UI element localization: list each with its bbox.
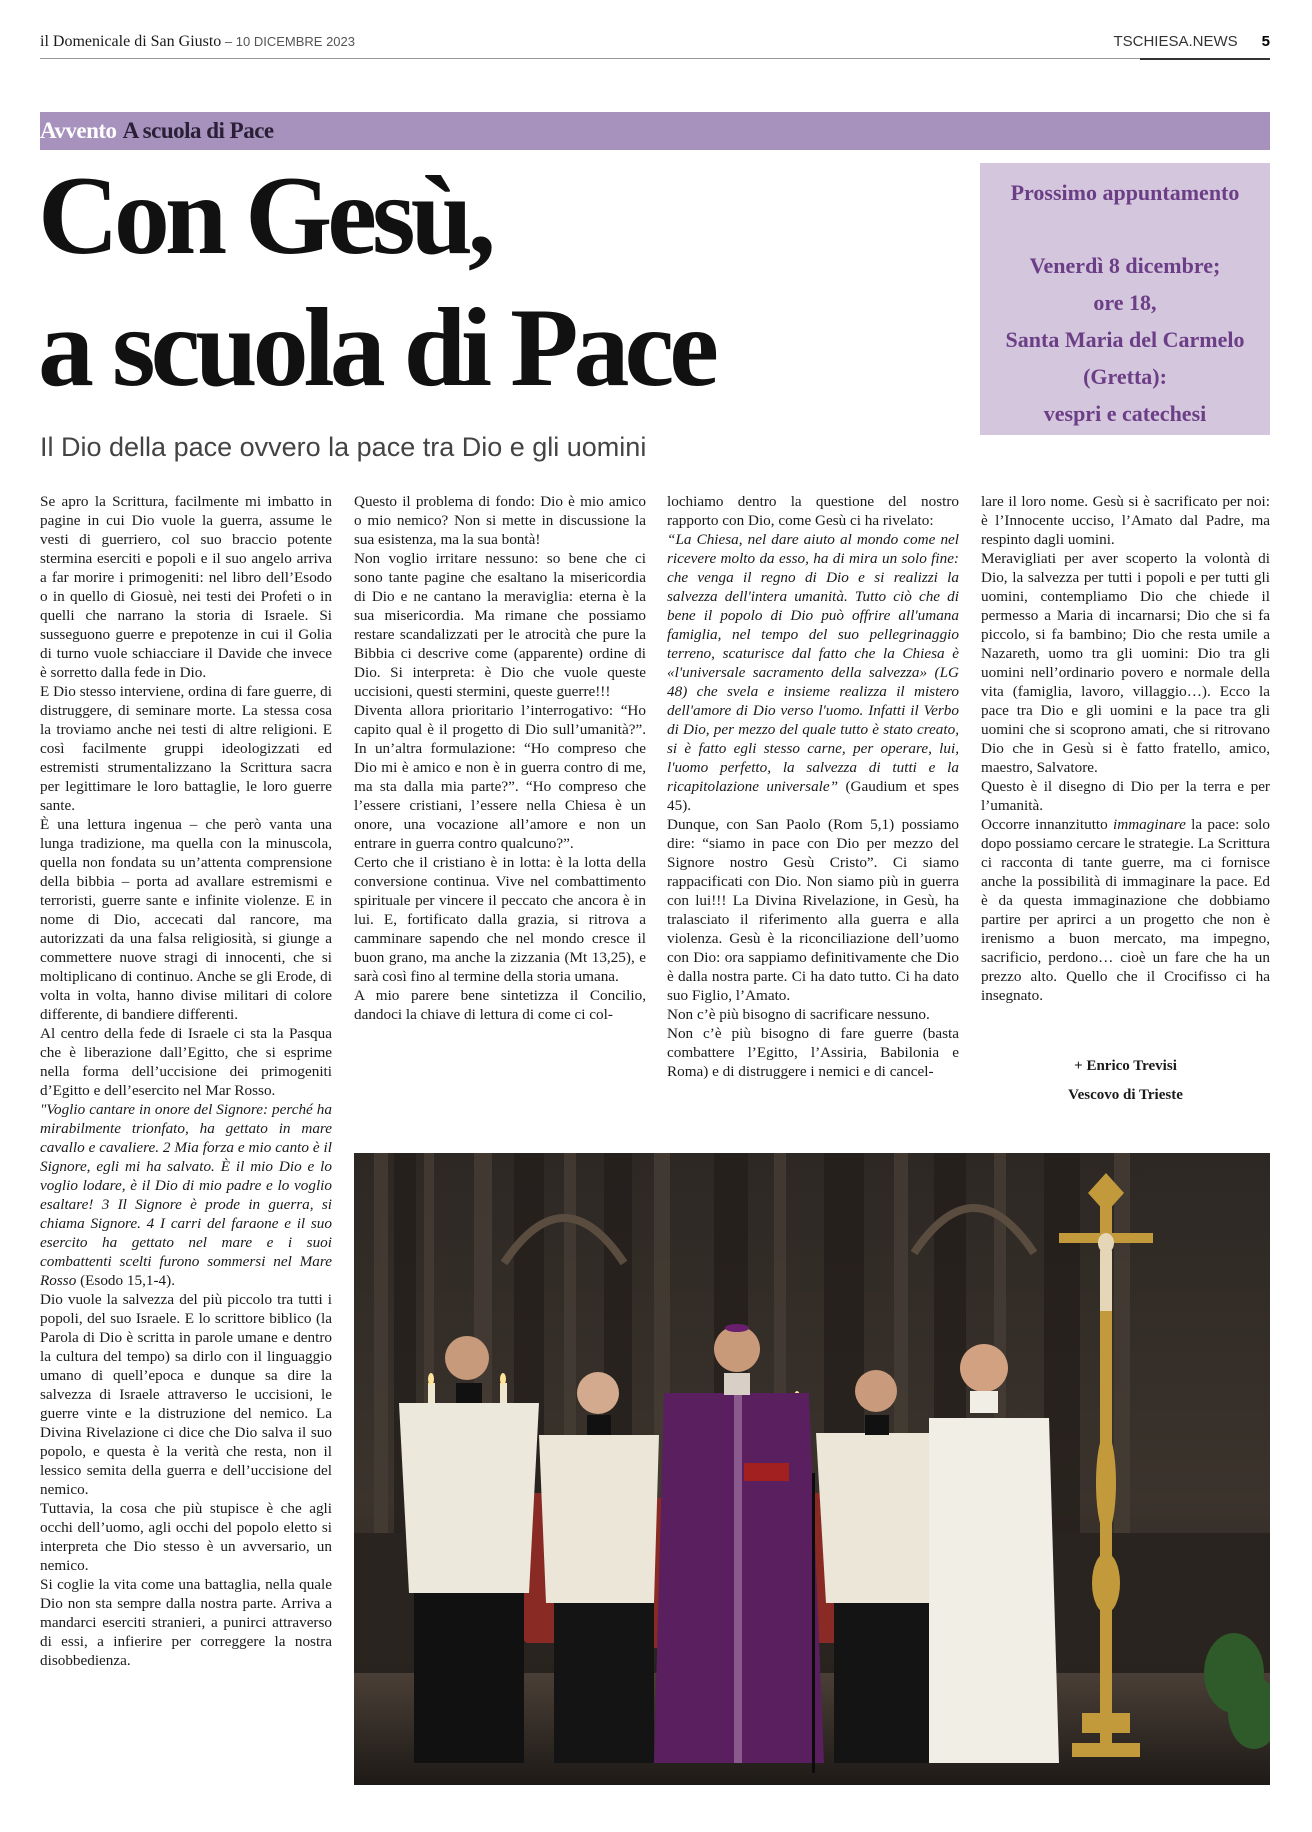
paragraph: E Dio stesso interviene, ordina di fare guerre, di distruggere, di seminare morte. La stessa cosa la troviamo anche nei testi di altre religioni. E così facilmente gruppi ideologizzati ed estremisti strumentalizzano la Scrittura sacra per legittimare le loro battaglie, le loro guerre sante. xyxy=(40,683,332,814)
paragraph: Si coglie la vita come una battaglia, nella quale Dio non sta sempre dalla nostra parte. Arriva a mandarci eserciti stranieri, a punirci attraverso di essi, a infierire per correggere la nostra disobbedienza. xyxy=(40,1576,332,1669)
article-column-3 xyxy=(667,492,959,1081)
paragraph: Questo il problema di fondo: Dio è mio amico o mio nemico? Non si mette in discussione la sua esistenza, ma la sua bontà! xyxy=(354,493,646,548)
running-header xyxy=(40,30,1270,60)
paragraph: Non c’è più bisogno di fare guerre (basta combattere l’Egitto, l’Assiria, Babilonia e Roma) e di distruggere i nemici e di cancel- xyxy=(667,1025,959,1080)
paragraph: Se apro la Scrittura, facilmente mi imbatto in pagine in cui Dio vuole la guerra, assume le vesti di guerriero, col suo braccio potente stermina eserciti e popoli e il suo angelo arriva a far morire i primogeniti: nel libro dell’Esodo o in quello di Giosuè, nei testi dei Profeti o in quelli che narrano la storia di Israele. Si susseguono guerre e prepotenze in cui il Golia di turno vuole schiacciare il Davide che invece è sorretto dalla fede in Dio. xyxy=(40,493,332,681)
text-run: la pace: solo dopo possiamo cercare le strategie. La Scrittura ci racconta di tante guerre, ma ci fornisce anche la possibilità di immaginare la pace. Ed è da questa immaginazione che dobbiamo partire per aprirci a un progetto che non è irenismo a buon mercato, ma impegno, sacrificio, perdono… cioè un fare che ha un prezzo alto. Quello che il Crocifisso ci ha insegnato. xyxy=(981,816,1270,1004)
site-name: TSCHIESA.NEWS xyxy=(1113,33,1238,50)
council-quote: “La Chiesa, nel dare aiuto al mondo come nel ricevere molto da esso, ha di mira un solo fine: che venga il regno di Dio e si realizzi la salvezza dell'intera umanità. Tutto ciò che di bene il popolo di Dio può offrire all'umana famiglia, nel tempo del suo pellegrinaggio terreno, scaturisce dal fatto che la Chiesa è «l'universale sacramento della salvezza» (LG 48) che svela e insieme realizza il mistero dell'amore di Dio verso l'uomo. Infatti il Verbo di Dio, per mezzo del quale tutto è stato creato, si è fatto egli stesso carne, per operare, lui, l'uomo perfetto, la salvezza di tutti e la ricapitolazione universale” xyxy=(667,531,959,795)
clergy-at-altar-photo xyxy=(354,1153,1270,1785)
quote-paragraph xyxy=(40,1100,332,1290)
paragraph: È una lettura ingenua – che però vanta una lunga tradizione, ma quella con la minuscola, quella non fondata su un’attenta comprensione della bibbia – porta ad avallare estremismi e terroristi, guerre sante e infinite violenze. E in nome di Dio, accecati dal rancore, ma autorizzati da una falsa religiosità, si giunge a commettere nuove stragi di innocenti, che si moltiplicano di continuo. Anche se gli Erode, di volta in volta, hanno divise militari di colore differente, di bandiere differenti. xyxy=(40,816,332,1023)
section-kicker xyxy=(40,112,1270,150)
paragraph: Meravigliati per aver scoperto la volontà di Dio, la salvezza per tutti i popoli e per tutti gli uomini, contempliamo Dio che chiede il permesso a Maria di incarnarsi; Dio che si fa piccolo, si fa bambino; Dio che resta umile a Nazareth, uomo tra gli uomini: Dio tra gli uomini nell’ordinario povero e normale della vita (famiglia, lavoro, villaggio…). Ecco la pace tra Dio e gli uomini e la pace tra gli uomini che si scoprono amati, che si ritrovano Dio che in Gesù si è fatto fratello, amico, maestro, Salvatore. xyxy=(981,550,1270,776)
header-rule-accent xyxy=(1140,58,1270,60)
author-role: Vescovo di Trieste xyxy=(1068,1087,1183,1103)
kicker-section: Avvento xyxy=(40,118,117,143)
paragraph: Questo è il disegno di Dio per la terra e per l’umanità. xyxy=(981,778,1270,814)
emphasis: immaginare xyxy=(1113,816,1186,833)
headline xyxy=(38,150,958,414)
quote-reference: (Gaudium et spes 45). xyxy=(667,778,959,814)
headline-line-1: Con Gesù, xyxy=(38,154,491,278)
appointment-title: Prossimo appuntamento xyxy=(1010,180,1240,205)
text-run: Occorre innanzitutto xyxy=(981,816,1113,833)
paragraph: Tuttavia, la cosa che più stupisce è che agli occhi dell’uomo, agli occhi del popolo eletto si interpreta che Dio stesso è un avversario, un nemico. xyxy=(40,1500,332,1574)
site-line xyxy=(1113,33,1270,50)
paragraph: Non voglio irritare nessuno: so bene che ci sono tante pagine che esaltano la misericordia di Dio e ne cantano la meraviglia: eterna è la sua misericordia. Ma rimane che possiamo restare scandalizzati per le atrocità che pure la Bibbia ci descrive come (apparente) ordine di Dio. Si interpreta: è Dio che vuole queste uccisioni, questi stermini, queste guerre!!! xyxy=(354,550,646,700)
quote-reference: (Esodo 15,1-4). xyxy=(76,1272,176,1289)
subtitle: Il Dio della pace ovvero la pace tra Dio e gli uomini xyxy=(40,432,647,462)
paragraph: lochiamo dentro la questione del nostro rapporto con Dio, come Gesù ci ha rivelato: xyxy=(667,493,959,529)
appointment-line: ore 18, xyxy=(1093,290,1157,315)
appointment-box xyxy=(980,163,1270,435)
paragraph: Al centro della fede di Israele ci sta la Pasqua che è liberazione dall’Egitto, che si esprime nella forma dell’uccisione dei primogeniti d’Egitto e dell’esercito nel Mar Rosso. xyxy=(40,1025,332,1099)
appointment-line: Venerdì 8 dicembre; xyxy=(1029,253,1221,278)
issue-date: – 10 DICEMBRE 2023 xyxy=(221,34,355,49)
publication-name: il Domenicale di San Giusto xyxy=(40,33,222,50)
exodus-quote: "Voglio cantare in onore del Signore: perché ha mirabilmente trionfato, ha gettato in mare cavallo e cavaliere. 2 Mia forza e mio canto è il Signore, egli mi ha salvato. È il mio Dio e lo voglio lodare, è il Dio di mio padre e lo voglio esaltare! 3 Il Signore è prode in guerra, si chiama Signore. 4 I carri del faraone e il suo esercito ha gettato nel mare e i suoi combattenti scelti furono sommersi nel Mare Rosso xyxy=(40,1101,332,1289)
paragraph: Certo che il cristiano è in lotta: è la lotta della conversione continua. Vive nel combattimento spirituale per vincere il peccato che ancora è in lui. E, fortificato dalla grazia, si ritrova a camminare sapendo che nel mondo cresce il buon grano, ma anche la zizzania (Mt 13,25), e sarà così fino al termine della storia umana. xyxy=(354,854,646,985)
kicker-topic: A scuola di Pace xyxy=(122,118,274,143)
headline-line-2: a scuola di Pace xyxy=(38,286,714,410)
page-number: 5 xyxy=(1261,33,1270,50)
header-rule xyxy=(40,58,1270,59)
article-column-2 xyxy=(354,492,646,1024)
photo-illustration xyxy=(354,1153,1270,1785)
appointment-line: vespri e catechesi xyxy=(1043,401,1207,426)
paragraph: Dunque, con San Paolo (Rom 5,1) possiamo dire: “siamo in pace con Dio per mezzo del Signore nostro Gesù Cristo”. Ci siamo rappacificati con Dio. Non siamo più in guerra con lui!!! La Divina Rivelazione, in Gesù, ha tralasciato il riferimento alla guerra e alla violenza. Gesù è la riconciliazione dell’uomo con Dio: ora sappiamo definitivamente che Dio è dalla nostra parte. Ci ha dato tutto. Ci ha dato suo Figlio, l’Amato. xyxy=(667,816,959,1004)
appointment-line: Santa Maria del Carmelo xyxy=(1005,327,1245,352)
author-name: + Enrico Trevisi xyxy=(1074,1058,1177,1074)
article-column-4 xyxy=(981,492,1270,1005)
article-column-1 xyxy=(40,492,332,1670)
paragraph: Dio vuole la salvezza del più piccolo tra tutti i popoli, del suo Israele. E lo scrittore biblico (la Parola di Dio è scritta in parole umane e dentro la cultura del tempo) sa dirlo con il linguaggio umano di quell’epoca e dunque sa dire la salvezza di Israele attraverso le uccisioni, le guerre vinte e la distruzione del nemico. La Divina Rivelazione ci dice che Dio salva il suo popolo, e questa è la verità che resta, non il lessico semita della guerra e dell’uccisione del nemico. xyxy=(40,1291,332,1498)
appointment-line: (Gretta): xyxy=(1083,364,1167,389)
quote-paragraph xyxy=(667,530,959,815)
paragraph: Diventa allora prioritario l’interrogativo: “Ho capito qual è il progetto di Dio sull’umanità?”. In un’altra formulazione: “Ho compreso che Dio mi è amico e non è in guerra contro di me, ma sta dalla mia parte?”. “Ho compreso che l’essere cristiani, l’essere nella Chiesa è un onore, una vocazione all’amore e non un entrare in guerra contro qualcuno?”. xyxy=(354,702,646,852)
paragraph: A mio parere bene sintetizza il Concilio, dandoci la chiave di lettura di come ci col- xyxy=(354,987,646,1023)
publication-line xyxy=(40,33,355,51)
paragraph: lare il loro nome. Gesù si è sacrificato per noi: è l’Innocente ucciso, l’Amato dal Padre, ma respinto dagli uomini. xyxy=(981,493,1270,548)
paragraph xyxy=(981,815,1270,1005)
paragraph: Non c’è più bisogno di sacrificare nessuno. xyxy=(667,1006,930,1023)
